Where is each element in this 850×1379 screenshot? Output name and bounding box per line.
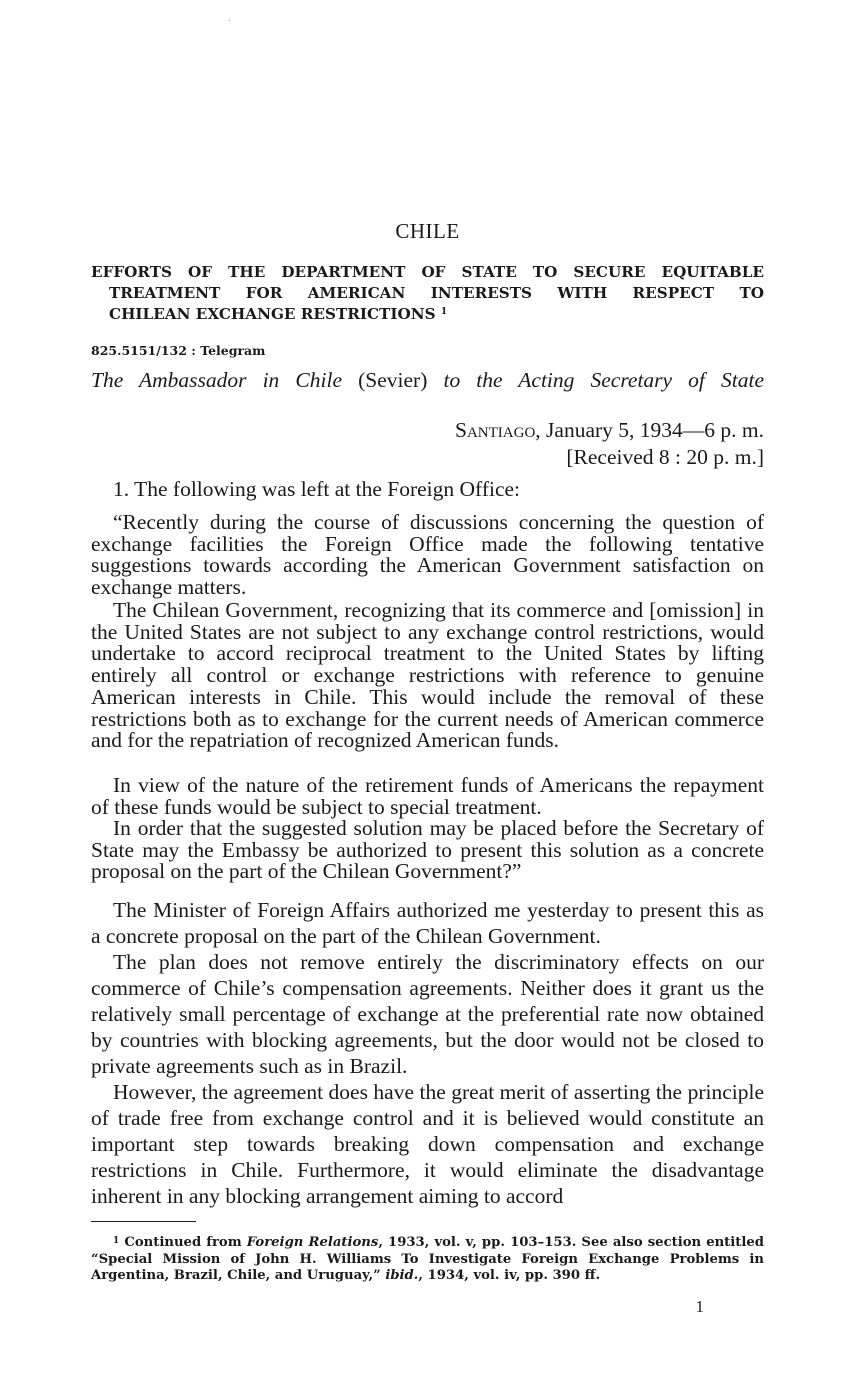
page-number: 1 — [695, 1297, 704, 1316]
heading-line-3-text: CHILEAN EXCHANGE RESTRICTIONS — [109, 305, 436, 323]
footnote-source: Foreign Relations — [246, 1235, 379, 1250]
heading-line-2: TREATMENT FOR AMERICAN INTERESTS WITH RESPECT TO — [109, 284, 764, 302]
heading-line-1: EFFORTS OF THE DEPARTMENT OF STATE TO SECURE EQUITABLE — [91, 263, 764, 281]
section-heading — [91, 262, 764, 325]
dateline-date: January 5, 1934—6 p. m. — [546, 418, 764, 442]
footnote-text-3: , 1934, vol. iv, pp. 390 ff. — [418, 1268, 601, 1283]
quoted-paragraph-3: In view of the nature of the retirement funds of Americans the repayment of these funds would be subject to special treatment. — [91, 773, 764, 819]
country-heading: CHILE — [395, 219, 460, 243]
dateline — [455, 417, 764, 471]
heading-footnote-mark: 1 — [440, 307, 448, 317]
title-paren: (Sevier) — [358, 368, 428, 392]
paragraph-4: However, the agreement does have the great merit of asserting the principle of trade free from exchange control and it is believed would constitute an important step towards breaking down compensation and exchange restrictions in Chile. Furthermore, it would eliminate the disadvantage inherent in any blocking arrangement aiming to accord — [91, 1080, 764, 1208]
footnote-mark: 1 — [113, 1236, 120, 1246]
quoted-paragraph-4: In order that the suggested solution may be placed before the Secretary of State may the Embassy be authorized to present this solution as a concrete proposal on the part of the Chilean Government?” — [91, 816, 764, 884]
paragraph-2: The Minister of Foreign Affairs authorized me yesterday to present this as a concrete proposal on the part of the Chilean Government. — [91, 898, 764, 948]
footnote-rule — [91, 1221, 196, 1222]
dateline-city: Santiago, — [455, 418, 541, 442]
dateline-received: [Received 8 : 20 p. m.] — [566, 445, 764, 469]
scan-mark — [229, 20, 230, 21]
footnote-ibid: ibid. — [385, 1268, 419, 1283]
quoted-paragraph-1: “Recently during the course of discussions concerning the question of exchange facilities the Foreign Office made the following tentative suggestions towards according the American Government satisfaction on exchange matters. — [91, 510, 764, 600]
heading-line-3 — [91, 304, 764, 325]
footnote-1 — [91, 1235, 764, 1285]
quoted-paragraph-2: The Chilean Government, recognizing that its commerce and [omission] in the United States are not subject to any exchange control restrictions, would undertake to accord reciprocal treatment to the United States by lifting entirely all control or exchange restrictions with reference to genuine American interests in Chile. This would include the removal of these restrictions both as to exchange for the current needs of American commerce and for the repatriation of recognized American funds. — [91, 598, 764, 753]
file-number: 825.5151/132 : Telegram — [91, 343, 266, 358]
title-part-2: to the Acting Secretary of State — [443, 368, 765, 392]
title-part-1: The Ambassador in Chile — [91, 368, 342, 392]
paragraph-3: The plan does not remove entirely the discriminatory effects on our commerce of Chile’s compensation agreements. Neither does it grant us the relatively small percentage of exchange at the preferential rate now obtained by countries with blocking agreements, but the door would not be closed to private agreements such as in Brazil. — [91, 950, 764, 1078]
footnote-text-2: , 1933, vol. v, pp. 103–153. See also section entitled “Special Mission of John H. Williams To Investigate Foreign Exchange Problems in Argentina, Brazil, Chile, and Uruguay,” — [91, 1235, 764, 1283]
document-title — [91, 368, 764, 393]
paragraph-1: 1. The following was left at the Foreign Office: — [113, 477, 521, 501]
footnote-text-1: Continued from — [124, 1235, 242, 1250]
dateline-sent — [455, 417, 764, 444]
